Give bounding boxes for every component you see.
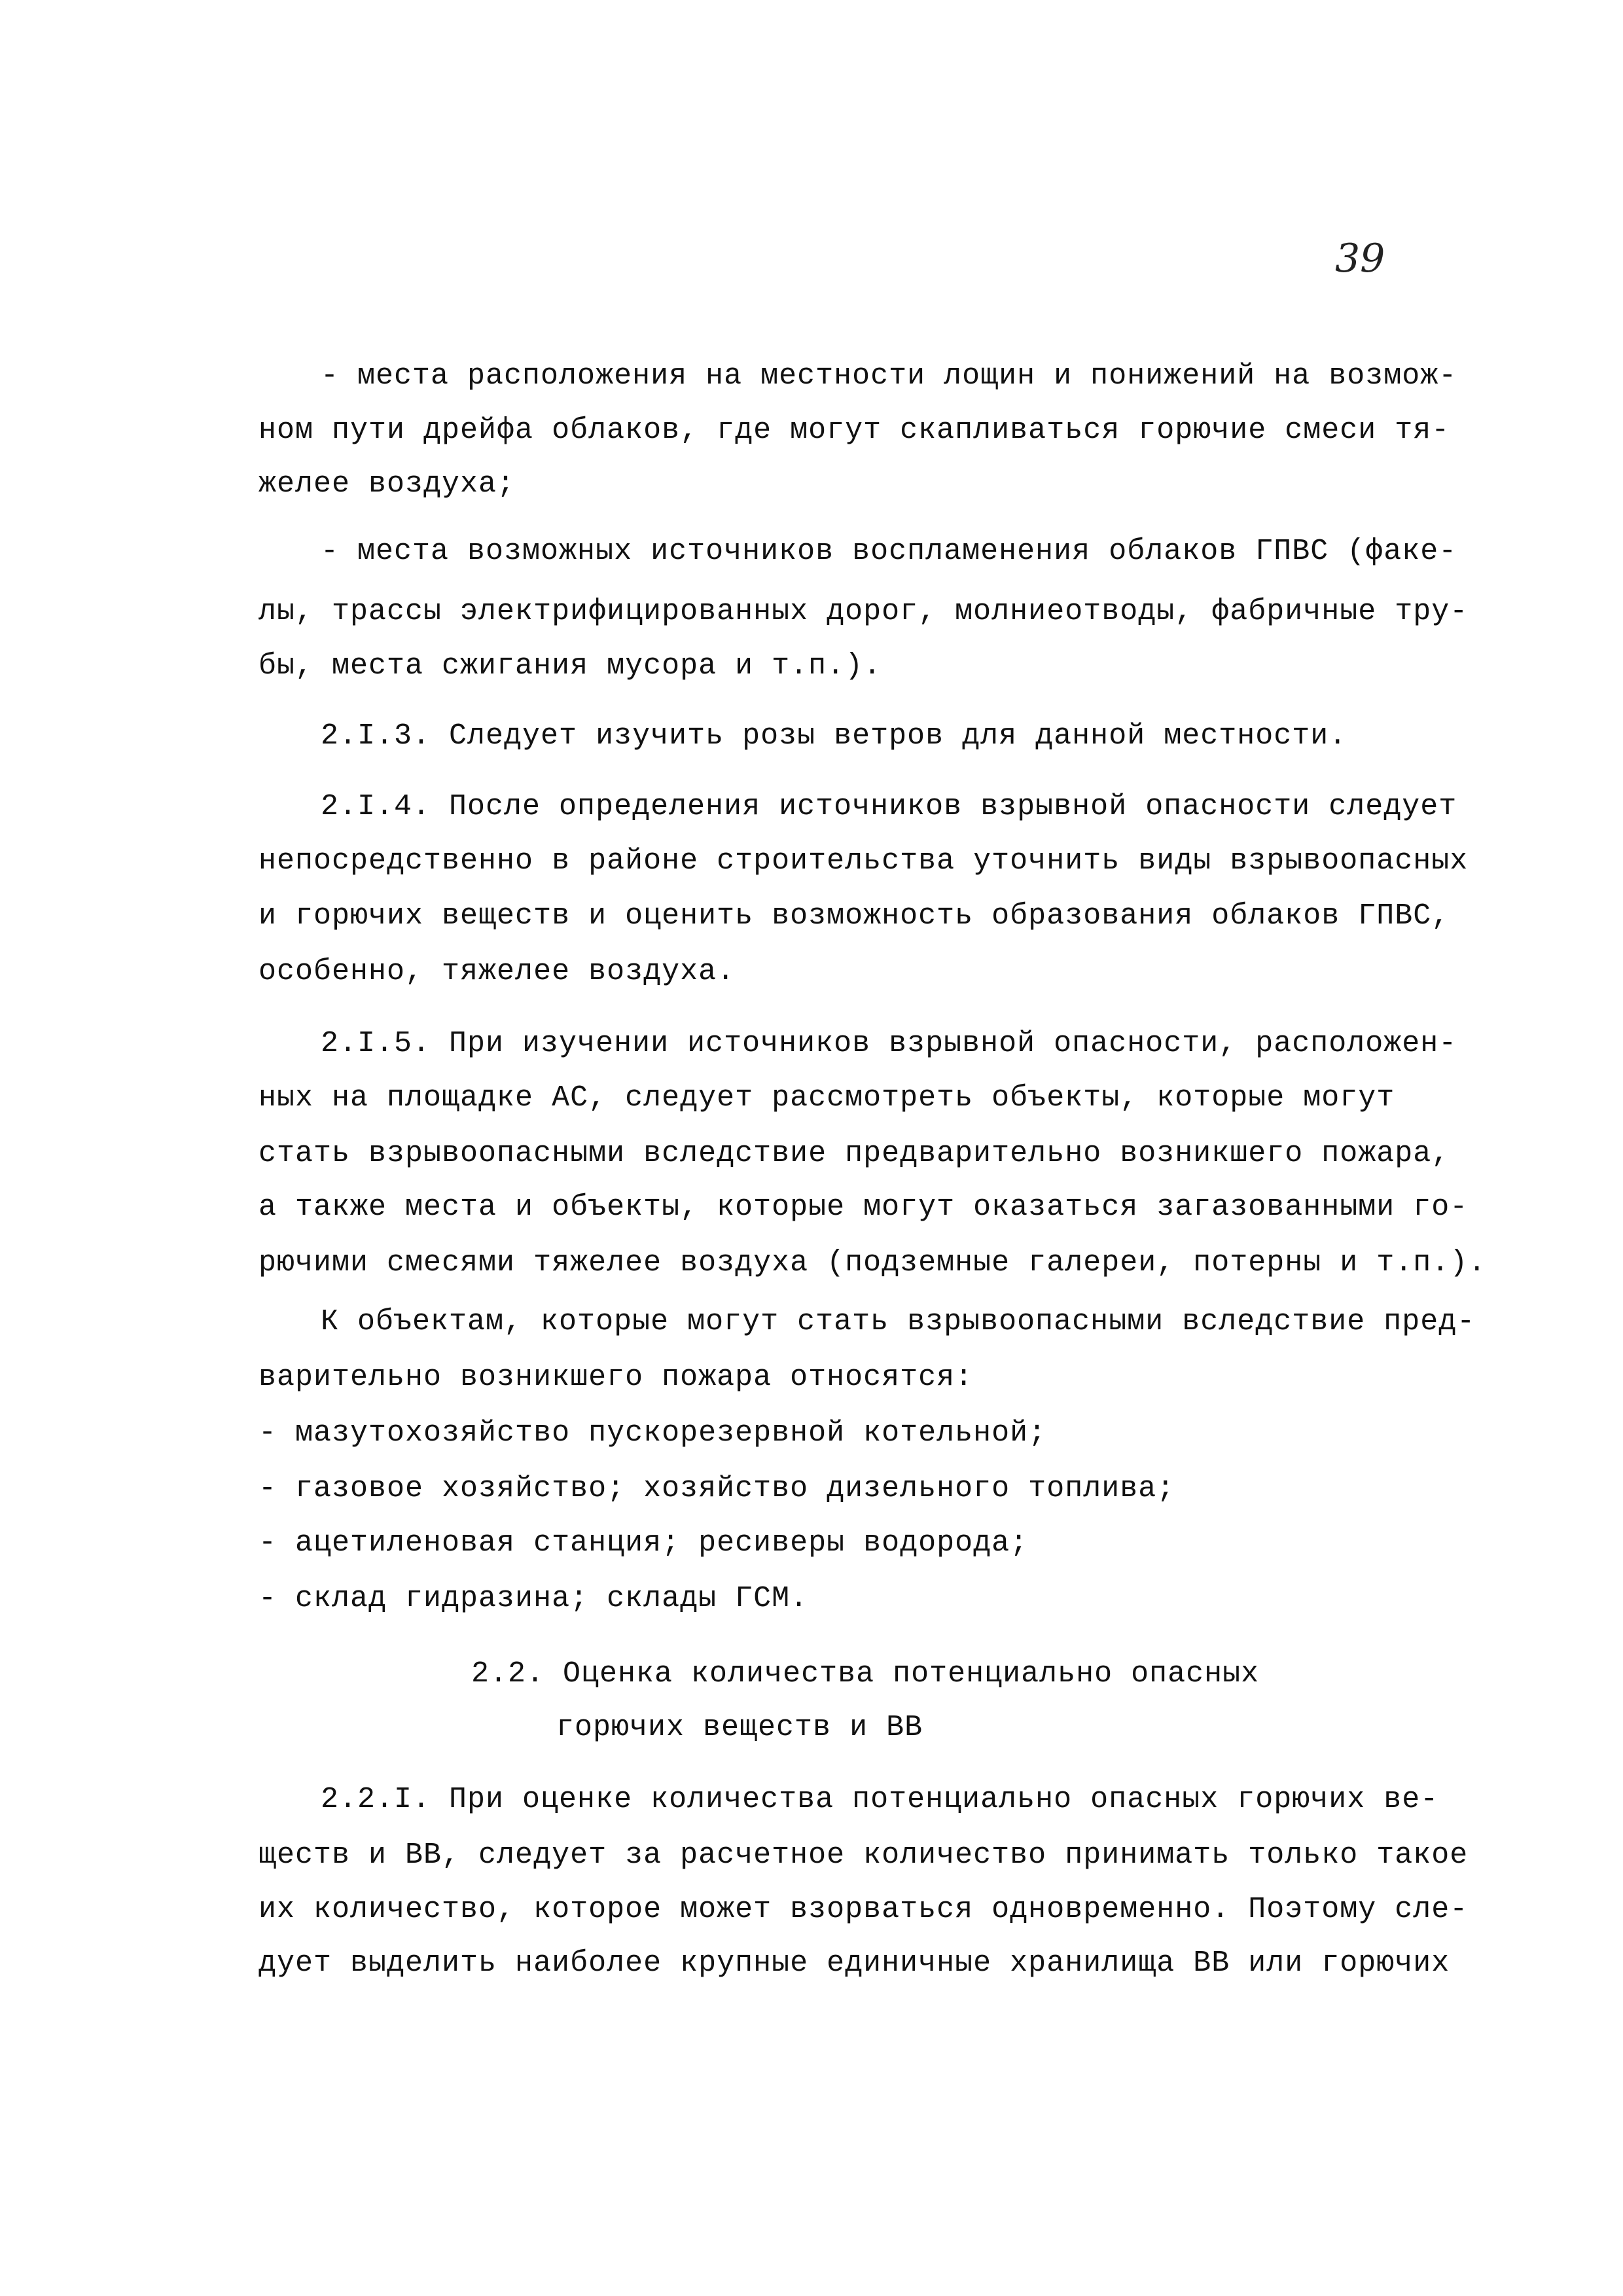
text-line: дует выделить наиболее крупные единичные хранилища ВВ или горючих (259, 1946, 1450, 1980)
text-line: бы, места сжигания мусора и т.п.). (259, 649, 882, 683)
text-line: - места расположения на местности лощин и понижений на возмож- (321, 359, 1457, 393)
text-line: желее воздуха; (259, 467, 516, 501)
text-line: и горючих веществ и оценить возможность образования облаков ГПВС, (259, 899, 1450, 933)
text-line: непосредственно в районе строительства уточнить виды взрывоопасных (259, 844, 1469, 878)
text-line: варительно возникшего пожара относятся: (259, 1361, 974, 1394)
text-line: а также места и объекты, которые могут оказаться загазованными го- (259, 1191, 1469, 1224)
list-item: - склад гидразина; склады ГСМ. (259, 1582, 809, 1615)
section-heading-cont: горючих веществ и ВВ (556, 1711, 923, 1744)
text-line: ном пути дрейфа облаков, где могут скапливаться горючие смеси тя- (259, 414, 1450, 447)
list-item: - ацетиленовая станция; ресиверы водорода; (259, 1526, 1029, 1560)
text-line: рючими смесями тяжелее воздуха (подземные галереи, потерны и т.п.). (259, 1246, 1487, 1280)
text-line: - места возможных источников воспламенения облаков ГПВС (факе- (321, 535, 1457, 568)
paragraph-2-2-1: 2.2.I. При оценке количества потенциально опасных горючих ве- (321, 1783, 1439, 1816)
text-line: особенно, тяжелее воздуха. (259, 955, 736, 988)
text-line: стать взрывоопасными вследствие предварительно возникшего пожара, (259, 1137, 1450, 1170)
text-line: их количество, которое может взорваться одновременно. Поэтому сле- (259, 1893, 1469, 1926)
text-line: К объектам, которые могут стать взрывоопасными вследствие пред- (321, 1305, 1476, 1338)
text-line: лы, трассы электрифицированных дорог, молниеотводы, фабричные тру- (259, 595, 1469, 628)
paragraph-2-1-5: 2.I.5. При изучении источников взрывной опасности, расположен- (321, 1027, 1457, 1060)
paragraph-2-1-3: 2.I.3. Следует изучить розы ветров для данной местности. (321, 719, 1347, 753)
paragraph-2-1-4: 2.I.4. После определения источников взрывной опасности следует (321, 790, 1457, 823)
text-line: ществ и ВВ, следует за расчетное количество принимать только такое (259, 1839, 1469, 1872)
page-number: 39 (1335, 236, 1385, 281)
text-line: ных на площадке АС, следует рассмотреть объекты, которые могут (259, 1081, 1395, 1115)
list-item: - мазутохозяйство пускорезервной котельной; (259, 1416, 1047, 1450)
list-item: - газовое хозяйство; хозяйство дизельного топлива; (259, 1472, 1175, 1505)
section-heading: 2.2. Оценка количества потенциально опасных (471, 1657, 1260, 1691)
